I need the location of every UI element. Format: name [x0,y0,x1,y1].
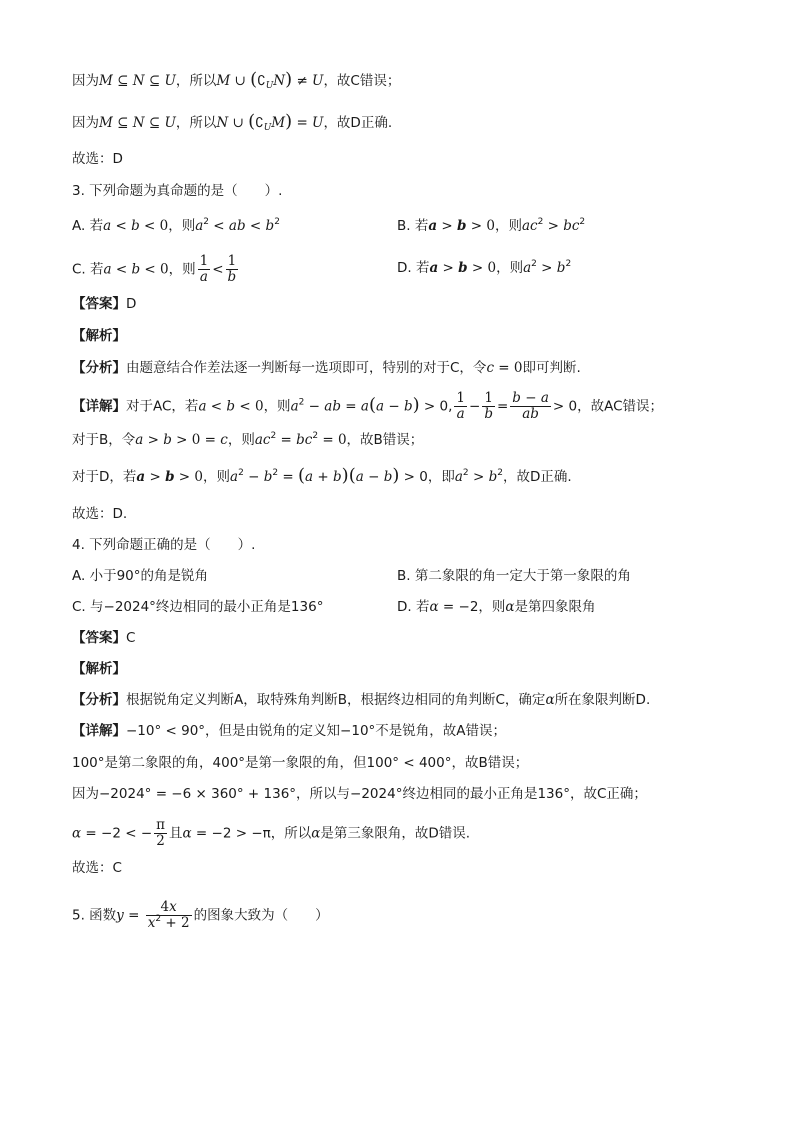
text: ，则 [478,599,506,615]
text: ，则 [496,260,524,276]
text: ，则 [494,218,522,234]
detail-4-a [72,721,506,741]
text: C. 若 [72,261,104,278]
line-2: 因为M ⊆ N ⊆ U，所以N ∪ $(∁_UM) = U$，故D正确. [72,111,393,133]
choice-4: 故选：C [72,860,122,876]
detail-3-b: 对于B，令a > b > 0 = c，则$ac^2 = bc^2 = 0$，故B错误； [72,431,424,448]
text: ，所以 [270,825,312,842]
q3-option-b: B. 若a > b > 0，则$ac^2 > bc^2$ [397,217,586,234]
analysis-3: 【分析】由题意结合作差法逐一判断每一选项即可，特别的对于C，令c = 0即可判断. [72,360,581,376]
text: ，则 [263,398,291,415]
text: A. 若 [72,218,104,234]
q3-option-a: A. 若a < b < 0，则$a^2$ < ab < $b^2$ [72,217,280,234]
text: −10° < 90°，但是由锐角的定义知−10°不是锐角，故A错误； [126,723,507,739]
q3-option-c: C. 若a < b < 0，则 $\frac{1}{a}$ < $\frac{1}{b}$ [72,253,237,285]
answer-choice-text: 故选：D [72,151,123,167]
text: ，则 [168,218,196,234]
analysis-4: 【分析】根据锐角定义判断A，取特殊角判断B，根据终边相同的角判断C，确定α所在象限判断D. [72,692,651,708]
text: 因为 [72,73,99,89]
text: ，即 [427,469,455,485]
answer-value: D [126,296,137,312]
text: 5. 函数 [72,907,117,924]
analysis-tag: 【分析】 [72,360,126,376]
q4-option-b: B. 第二象限的角一定大于第一象限的角 [397,568,631,584]
analysis-header-3: 【解析】 [72,328,126,344]
answer-tag: 【答案】 [72,296,126,312]
text: 的图象大致为（ ） [193,907,329,924]
detail-tag: 【详解】 [72,723,126,739]
text: 是第四象限角 [514,599,596,615]
question-5: 5. 函数y = $\frac{4x}{x^2 + 2}$ 的图象大致为（ ） [72,899,329,931]
detail-4-c: 因为−2024° = −6 × 360° + 136°，所以与−2024°终边相同的最小正角是136°，故C正确； [72,786,647,802]
text: D. 若 [397,260,430,276]
q4-option-d: D. 若α = −2，则α是第四象限角 [397,599,596,615]
text: 对于D，若 [72,469,137,485]
answer-3 [72,294,136,314]
text: ，则 [227,432,255,448]
text: B. 若 [397,218,429,234]
answer-4 [72,628,135,648]
text: 由题意结合作差法逐一判断每一选项即可，特别的对于C，令 [126,360,487,376]
text: ，故B错误； [346,432,424,448]
text: ，故AC错误； [577,398,664,415]
text: ，所以 [175,73,217,89]
text: 因为 [72,115,99,131]
text: ，故D正确. [502,469,572,485]
analysis-tag: 【分析】 [72,692,126,708]
choice-3: 故选：D. [72,506,128,522]
question-3: 3. 下列命题为真命题的是（ ）. [72,183,283,199]
text: 且 [169,825,183,842]
text: 所在象限判断D. [554,692,651,708]
q4-option-a: A. 小于90°的角是锐角 [72,568,209,584]
text: 是第三象限角，故D错误. [320,825,471,842]
text: ，所以 [175,115,217,131]
text: ，故C错误； [323,73,401,89]
answer-tag: 【答案】 [72,630,126,646]
text: D. 若 [397,599,430,615]
text: ，则 [203,469,231,485]
text: 即可判断. [522,360,581,376]
detail-tag: 【详解】 [72,398,126,415]
q3-option-d: D. 若a > b > 0，则$a^2 > b^2$ [397,259,572,276]
detail-3-d: 对于D，若a > b > 0，则$a^2 - b^2 = (a + b)(a - b) > 0$，即$a^2 > b^2$，故D正确. [72,465,572,486]
text: ，故D正确. [323,115,393,131]
detail-4-b: 100°是第二象限的角，400°是第一象限的角，但100° < 400°，故B错误； [72,755,529,771]
detail-3-ac: 【详解】对于AC，若a < b < 0，则$a^2$ − ab = a(a − b) > 0, $\frac{1}{a}$ − $\frac{1}{b}$ = $\frac{b - a}{ab}$ > 0，故AC错误； [72,390,664,422]
detail-4-d: α = −2 < − $\frac{\pi}{2}$ 且α = −2 > −π，所以α是第三象限角，故D错误. [72,817,471,849]
line-1: 因为M ⊆ N ⊆ U，所以M ∪ $(∁_UN) \ne U$，故C错误； [72,69,401,91]
q4-option-c: C. 与−2024°终边相同的最小正角是136° [72,599,324,615]
text: 对于AC，若 [126,398,199,415]
answer-value: C [126,630,136,646]
question-4: 4. 下列命题正确的是（ ）. [72,537,256,553]
text: ，则 [168,261,196,278]
text: 对于B，令 [72,432,136,448]
text: 根据锐角定义判断A，取特殊角判断B，根据终边相同的角判断C，确定 [126,692,546,708]
analysis-header-4: 【解析】 [72,661,126,677]
